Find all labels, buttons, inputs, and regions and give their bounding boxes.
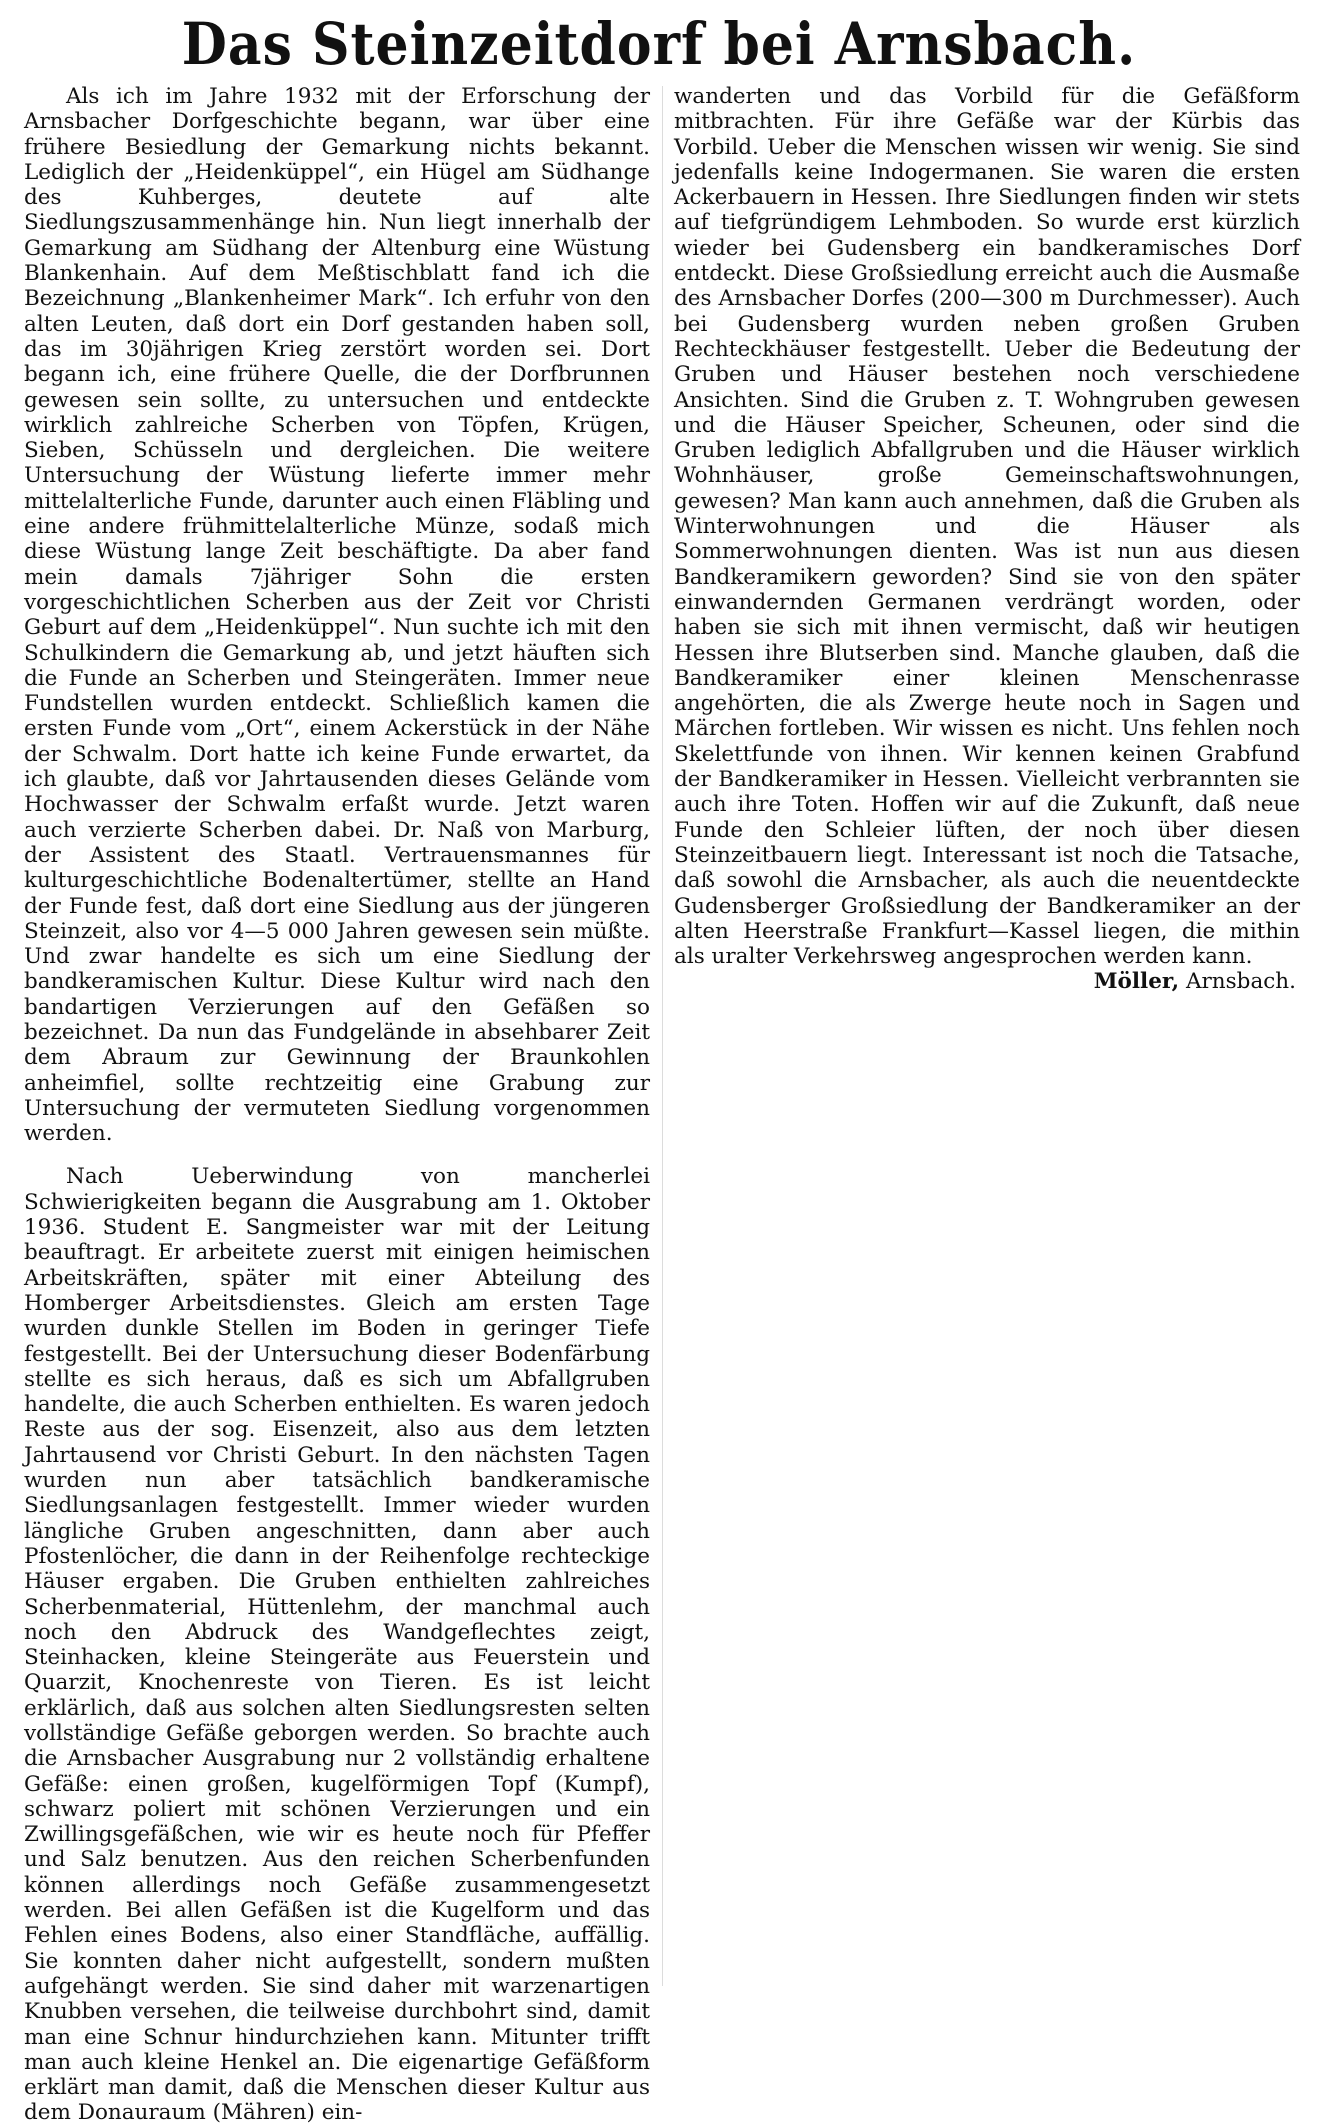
left-column — [24, 84, 650, 2126]
paragraph-bandkeramiker-text: wanderten und das Vorbild für die Gefäßform mitbrachten. Für ihre Gefäße war der Kürbis das Vorbild. Ueber die Menschen wissen wir wenig. Sie sind jedenfalls keine Indogermanen. Sie waren die ersten Ackerbauern in Hessen. Ihre Siedlungen finden wir stets auf tiefgründigem Lehmboden. So wurde erst kürzlich wieder bei Gudensberg ein bandkeramisches Dorf entdeckt. Diese Großsiedlung erreicht auch die Ausmaße des Arnsbacher Dorfes (200—300 m Durchmesser). Auch bei Gudensberg wurden neben großen Gruben Rechteckhäuser festgestellt. Ueber die Bedeutung der Gruben und Häuser bestehen noch verschiedene Ansichten. Sind die Gruben z. T. Wohngruben gewesen und die Häuser Speicher, Scheunen, oder sind die Gruben lediglich Abfallgruben und die Häuser wirklich Wohnhäuser, große Gemeinschaftswohnungen, gewesen? Man kann auch annehmen, daß die Gruben als Winterwohnungen und die Häuser als Sommerwohnungen dienten. Was ist nun aus diesen Bandkeramikern geworden? Sind sie von den später einwandernden Germanen verdrängt worden, oder haben sie sich mit ihnen vermischt, daß wir heutigen Hessen ihre Blutserben sind. Manche glauben, daß die Bandkeramiker einer kleinen Menschenrasse angehörten, die als Zwerge heute noch in Sagen und Märchen fortleben. Wir wissen es nicht. Uns fehlen noch Skelettfunde von ihnen. Wir kennen keinen Grabfund der Bandkeramiker in Hessen. Vielleicht verbrannten sie auch ihre Toten. Hoffen wir auf die Zukunft, daß neue Funde den Schleier lüften, der noch über diesen Steinzeitbauern liegt. Interessant ist noch die Tatsache, daß sowohl die Arnsbacher, als auch die neuentdeckte Gudensberger Großsiedlung der Bandkeramiker an der alten Heerstraße Frankfurt—Kassel liegen, die mithin als uralter Verkehrsweg angesprochen werden kann. — [674, 84, 1300, 970]
column-divider — [662, 86, 663, 1986]
paragraph-excavation-history: Als ich im Jahre 1932 mit der Erforschung der Arnsbacher Dorfgeschichte begann, war über eine frühere Besiedlung der Gemarkung nichts bekannt. Lediglich der „Heidenküppel“, ein Hügel am Südhange des Kuhberges, deutete auf alte Siedlungszusammenhänge hin. Nun liegt innerhalb der Gemarkung am Südhang der Altenburg eine Wüstung Blankenhain. Auf dem Meßtischblatt fand ich die Bezeichnung „Blankenheimer Mark“. Ich erfuhr von den alten Leuten, daß dort ein Dorf gestanden haben soll, das im 30jährigen Krieg zerstört worden sei. Dort begann ich, eine frühere Quelle, die der Dorfbrunnen gewesen sein sollte, zu untersuchen und entdeckte wirklich zahlreiche Scherben von Töpfen, Krügen, Sieben, Schüsseln und dergleichen. Die weitere Untersuchung der Wüstung lieferte immer mehr mittelalterliche Funde, darunter auch einen Fläbling und eine andere frühmittelalterliche Münze, sodaß mich diese Wüstung lange Zeit beschäftigte. Da aber fand mein damals 7jähriger Sohn die ersten vorgeschichtlichen Scherben aus der Zeit vor Christi Geburt auf dem „Heidenküppel“. Nun suchte ich mit den Schulkindern die Gemarkung ab, und jetzt häuften sich die Funde an Scherben und Steingeräten. Immer neue Fundstellen wurden entdeckt. Schließlich kamen die ersten Funde vom „Ort“, einem Ackerstück in der Nähe der Schwalm. Dort hatte ich keine Funde erwartet, da ich glaubte, daß vor Jahrtausenden dieses Gelände vom Hochwasser der Schwalm erfaßt wurde. Jetzt waren auch verzierte Scherben dabei. Dr. Naß von Marburg, der Assistent des Staatl. Vertrauensmannes für kulturgeschichtliche Bodenaltertümer, stellte an Hand der Funde fest, daß dort eine Siedlung aus der jüngeren Steinzeit, also vor 4—5 000 Jahren gewesen sein müßte. Und zwar handelte es sich um eine Siedlung der bandkeramischen Kultur. Diese Kultur wird nach den bandartigen Verzierungen auf den Gefäßen so bezeichnet. Da nun das Fundgelände in absehbarer Zeit dem Abraum zur Gewinnung der Braunkohlen anheimfiel, sollte rechtzeitig eine Grabung zur Untersuchung der vermuteten Siedlung vorgenommen werden. — [24, 84, 650, 1147]
article-title: Das Steinzeitdorf bei Arnsbach. — [181, 10, 1137, 79]
author-name: Möller, — [1093, 969, 1180, 995]
right-column — [674, 84, 1300, 995]
paragraph-excavation-findings: Nach Ueberwindung von mancherlei Schwierigkeiten begann die Ausgrabung am 1. Oktober 1936. Student E. Sangmeister war mit der Leitung beauftragt. Er arbeitete zuerst mit einigen heimischen Arbeitskräften, später mit einer Abteilung des Homberger Arbeitsdienstes. Gleich am ersten Tage wurden dunkle Stellen im Boden in geringer Tiefe festgestellt. Bei der Untersuchung dieser Bodenfärbung stellte es sich heraus, daß es sich um Abfallgruben handelte, die auch Scherben enthielten. Es waren jedoch Reste aus der sog. Eisenzeit, also aus dem letzten Jahrtausend vor Christi Geburt. In den nächsten Tagen wurden nun aber tatsächlich bandkeramische Siedlungsanlagen festgestellt. Immer wieder wurden längliche Gruben angeschnitten, dann aber auch Pfostenlöcher, die dann in der Reihenfolge rechteckige Häuser ergaben. Die Gruben enthielten zahlreiches Scherbenmaterial, Hüttenlehm, der manchmal auch noch den Abdruck des Wandgeflechtes zeigt, Steinhacken, kleine Steingeräte aus Feuerstein und Quarzit, Knochenreste von Tieren. Es ist leicht erklärlich, daß aus solchen alten Siedlungsresten selten vollständige Gefäße geborgen werden. So brachte auch die Arnsbacher Ausgrabung nur 2 vollständig erhaltene Gefäße: einen großen, kugelförmigen Topf (Kumpf), schwarz poliert mit schönen Verzierungen und ein Zwillingsgefäßchen, wie wir es heute noch für Pfeffer und Salz benutzen. Aus den reichen Scherbenfunden können allerdings noch Gefäße zusammengesetzt werden. Bei allen Gefäßen ist die Kugelform und das Fehlen eines Bodens, also einer Standfläche, auffällig. Sie konnten daher nicht aufgestellt, sondern mußten aufgehängt werden. Sie sind daher mit warzenartigen Knubben versehen, die teilweise durchbohrt sind, damit man eine Schnur hindurchziehen kann. Mitunter trifft man auch kleine Henkel an. Die eigenartige Gefäßform erklärt man damit, daß die Menschen dieser Kultur aus dem Donauraum (Mähren) ein- — [24, 1164, 650, 2126]
author-place: Arnsbach. — [1186, 969, 1296, 995]
paragraph-bandkeramiker — [674, 84, 1300, 995]
author-signature — [1094, 969, 1296, 994]
